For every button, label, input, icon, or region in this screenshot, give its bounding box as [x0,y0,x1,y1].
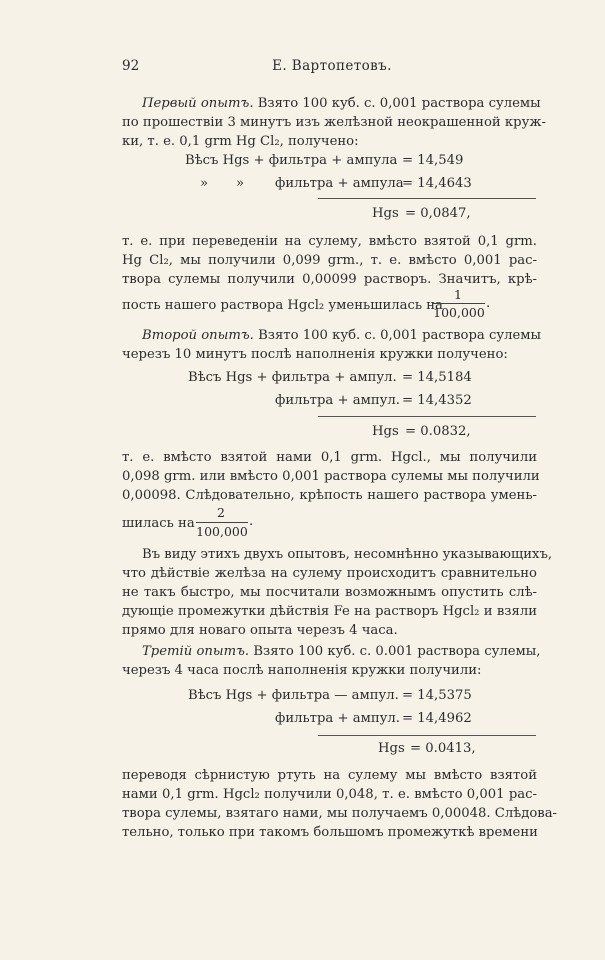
exp3-line-1 [142,642,541,661]
para3-line-5: прямо для новаго опыта черезъ 4 часа. [122,623,398,638]
exp3-para-4: тельно, только при такомъ большомъ промежуткѣ времени [122,825,538,840]
exp1-line-3: ки, т. е. 0,1 grm Hg Cl₂, получено: [122,134,359,149]
exp3-title: Третій опытъ. [142,644,250,659]
exp1-frac-den: 100,000 [433,305,485,320]
exp2-eq2-left: фильтра + ампул. [275,393,400,408]
exp3-eq1-left: Вѣсъ Hgs + фильтра — ампул. [188,688,399,703]
exp2-eq2-right: = 14,4352 [402,393,472,408]
para3-line-4: дующіе промежутки дѣйствія Fe на растворъ Hgcl₂ и взяли [122,604,537,619]
running-head: Е. Вартопетовъ. [272,58,392,74]
exp2-line-2: черезъ 10 минутъ послѣ наполненія кружки получено: [122,347,508,362]
exp3-result-right: = 0.0413, [410,741,476,756]
exp2-text-1: Взято 100 куб. с. 0,001 раствора сулемы [258,328,542,343]
page-header [122,58,542,78]
exp2-title: Второй опытъ. [142,328,254,343]
exp1-result-left: Hgs [372,206,399,221]
exp2-frac-num: 2 [217,505,225,520]
exp1-frac-num: 1 [454,287,462,302]
exp1-ditto-2: » [236,176,245,191]
exp1-line-2: по прошествіи 3 минутъ изъ желѣзной неокрашенной круж- [122,115,546,130]
exp2-result-left: Hgs [372,424,399,439]
exp1-line-1 [142,94,541,113]
para3-line-3: не такъ быстро, мы посчитали возможнымъ опустить слѣ- [122,585,537,600]
exp2-para-3: 0,00098. Слѣдовательно, крѣпость нашего раствора умень- [122,488,537,503]
exp3-para-2: нами 0,1 grm. Hgcl₂ получили 0,048, т. е. вмѣсто 0,001 рас- [122,787,537,802]
exp1-frac-bar [433,303,485,304]
exp3-result-left: Hgs [378,741,405,756]
exp1-sum-rule [318,198,536,199]
exp2-para-2: 0,098 grm. или вмѣсто 0,001 раствора сулемы мы получили [122,469,540,484]
exp3-para-1: переводя сѣрнистую ртуть на сулему мы вмѣсто взятой [122,768,537,783]
exp2-para-4: шилась на [122,516,195,531]
exp2-frac-bar [196,522,248,523]
exp1-eq2-right: = 14,4643 [402,176,472,191]
exp1-para-1: т. е. при переведеніи на сулему, вмѣсто взятой 0,1 grm. [122,234,537,249]
page-number: 92 [122,58,140,74]
exp2-eq1-right: = 14,5184 [402,370,472,385]
exp3-sum-rule [318,735,536,736]
exp3-line-2: черезъ 4 часа послѣ наполненія кружки получили: [122,663,482,678]
exp1-eq2-left: фильтра + ампула [275,176,404,191]
exp1-text-1: Взято 100 куб. с. 0,001 раствора сулемы [257,96,541,111]
exp1-ditto-1: » [200,176,209,191]
exp2-eq1-left: Вѣсъ Hgs + фильтра + ампул. [188,370,397,385]
exp2-line-1 [142,326,542,345]
exp2-result-right: = 0.0832, [405,424,471,439]
exp2-frac-tail: . [249,514,254,529]
exp3-eq1-right: = 14,5375 [402,688,472,703]
para3-line-2: что дѣйствіе желѣза на сулему происходитъ сравнительно [122,566,537,581]
exp1-eq1-left: Вѣсъ Hgs + фильтра + ампула [185,153,398,168]
exp1-frac-tail: . [486,296,491,311]
exp2-sum-rule [318,416,536,417]
exp3-eq2-right: = 14,4962 [402,711,472,726]
exp3-text-1: Взято 100 куб. с. 0.001 раствора сулемы, [253,644,541,659]
exp1-title: Первый опытъ. [142,96,254,111]
exp2-para-1: т. е. вмѣсто взятой нами 0,1 grm. Hgcl., мы получили [122,450,537,465]
exp1-result-right: = 0,0847, [405,206,471,221]
exp2-frac-den: 100,000 [196,524,248,539]
exp3-eq2-left: фильтра + ампул. [275,711,400,726]
exp3-para-3: твора сулемы, взятаго нами, мы получаемъ 0,00048. Слѣдова- [122,806,558,821]
exp1-para-4: пость нашего раствора Hgcl₂ уменьшилась на [122,298,443,313]
para3-line-1: Въ виду этихъ двухъ опытовъ, несомнѣнно указывающихъ, [142,547,553,562]
exp1-para-3: твора сулемы получили 0,00099 растворъ. Значитъ, крѣ- [122,272,537,287]
exp1-eq1-right: = 14,549 [402,153,464,168]
exp1-para-2: Hg Cl₂, мы получили 0,099 grm., т. е. вмѣсто 0,001 рас- [122,253,537,268]
